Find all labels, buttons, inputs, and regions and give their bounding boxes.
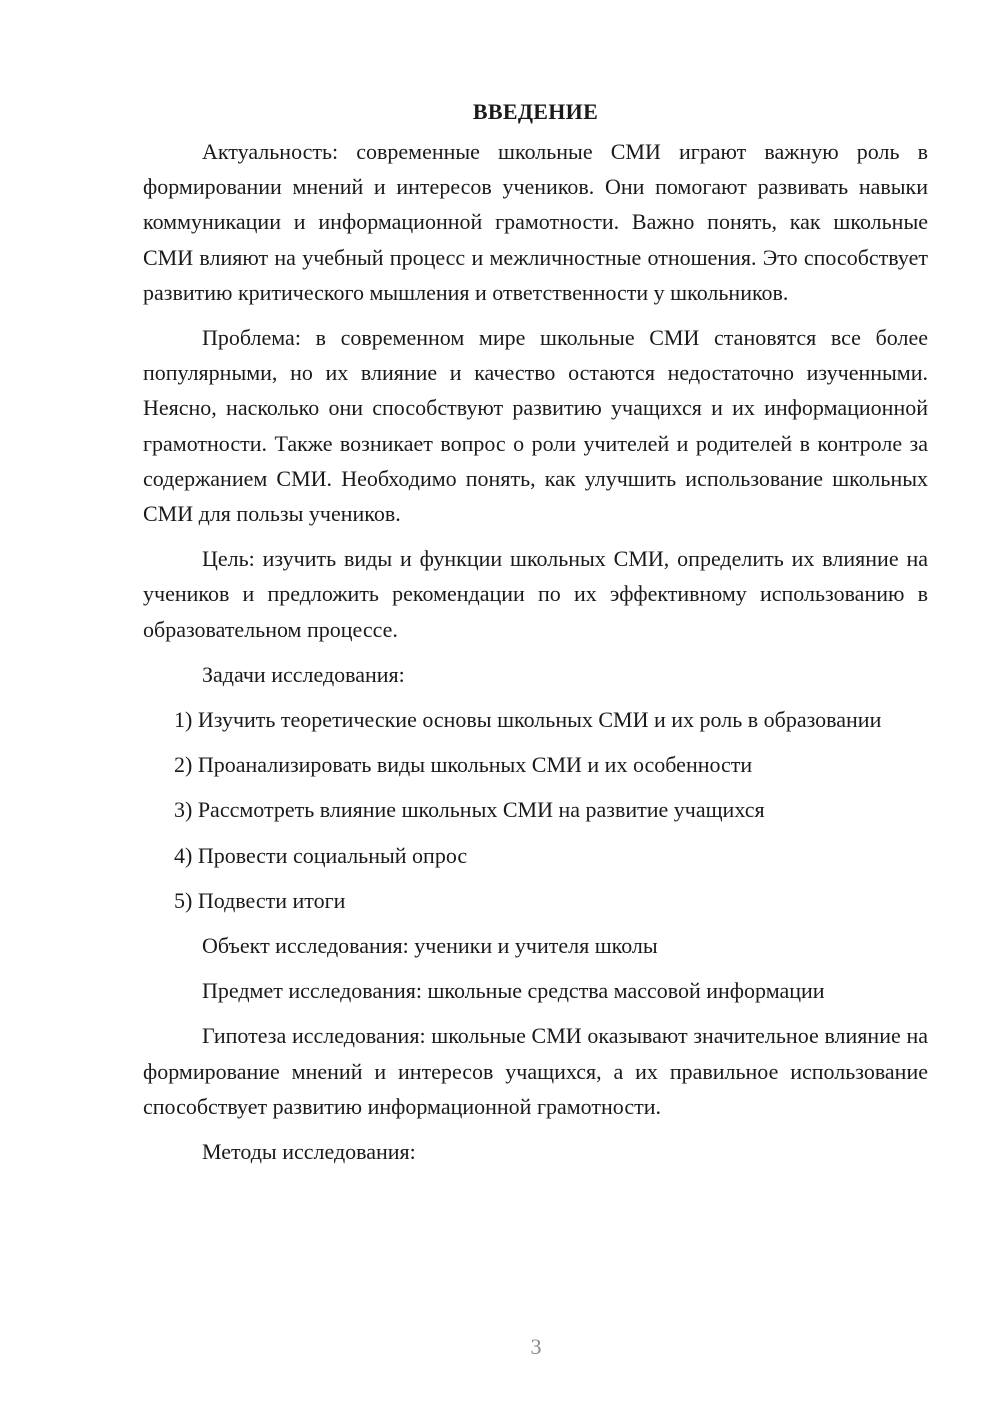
paragraph-hypothesis: Гипотеза исследования: школьные СМИ оказывают значительное влияние на формирование мнений и интересов учащихся, а их правильное использование способствует развитию информационной грамотности. [143, 1023, 928, 1119]
section-title: ВВЕДЕНИЕ [472, 99, 599, 124]
task-item-2: 2) Проанализировать виды школьных СМИ и их особенности [174, 752, 753, 778]
paragraph-goal: Цель: изучить виды и функции школьных СМИ, определить их влияние на учеников и предложить рекомендации по их эффективному использованию в образовательном процессе. [143, 546, 928, 642]
tasks-heading: Задачи исследования: [202, 661, 405, 687]
task-item-5: 5) Подвести итоги [174, 887, 346, 913]
paragraph-object: Объект исследования: ученики и учителя школы [202, 933, 658, 959]
task-item-3: 3) Рассмотреть влияние школьных СМИ на развитие учащихся [174, 797, 765, 823]
paragraph-subject: Предмет исследования: школьные средства массовой информации [202, 978, 825, 1004]
task-item-4: 4) Провести социальный опрос [174, 842, 468, 868]
document-page [143, 94, 928, 1169]
paragraph-problem: Проблема: в современном мире школьные СМИ становятся все более популярными, но их влияние и качество остаются недостаточно изученными. Неясно, насколько они способствуют развитию учащихся и их информационной грамотности. Также возникает вопрос о роли учителей и родителей в контроле за содержанием СМИ. Необходимо понять, как улучшить использование школьных СМИ для пользы учеников. [143, 325, 928, 527]
page-number: 3 [530, 1334, 542, 1359]
task-item-1: 1) Изучить теоретические основы школьных СМИ и их роль в образовании [174, 707, 882, 733]
methods-heading: Методы исследования: [202, 1139, 416, 1165]
paragraph-relevance: Актуальность: современные школьные СМИ играют важную роль в формировании мнений и интересов учеников. Они помогают развивать навыки коммуникации и информационной грамотности. Важно понять, как школьные СМИ влияют на учебный процесс и межличностные отношения. Это способствует развитию критического мышления и ответственности у школьников. [143, 139, 928, 305]
